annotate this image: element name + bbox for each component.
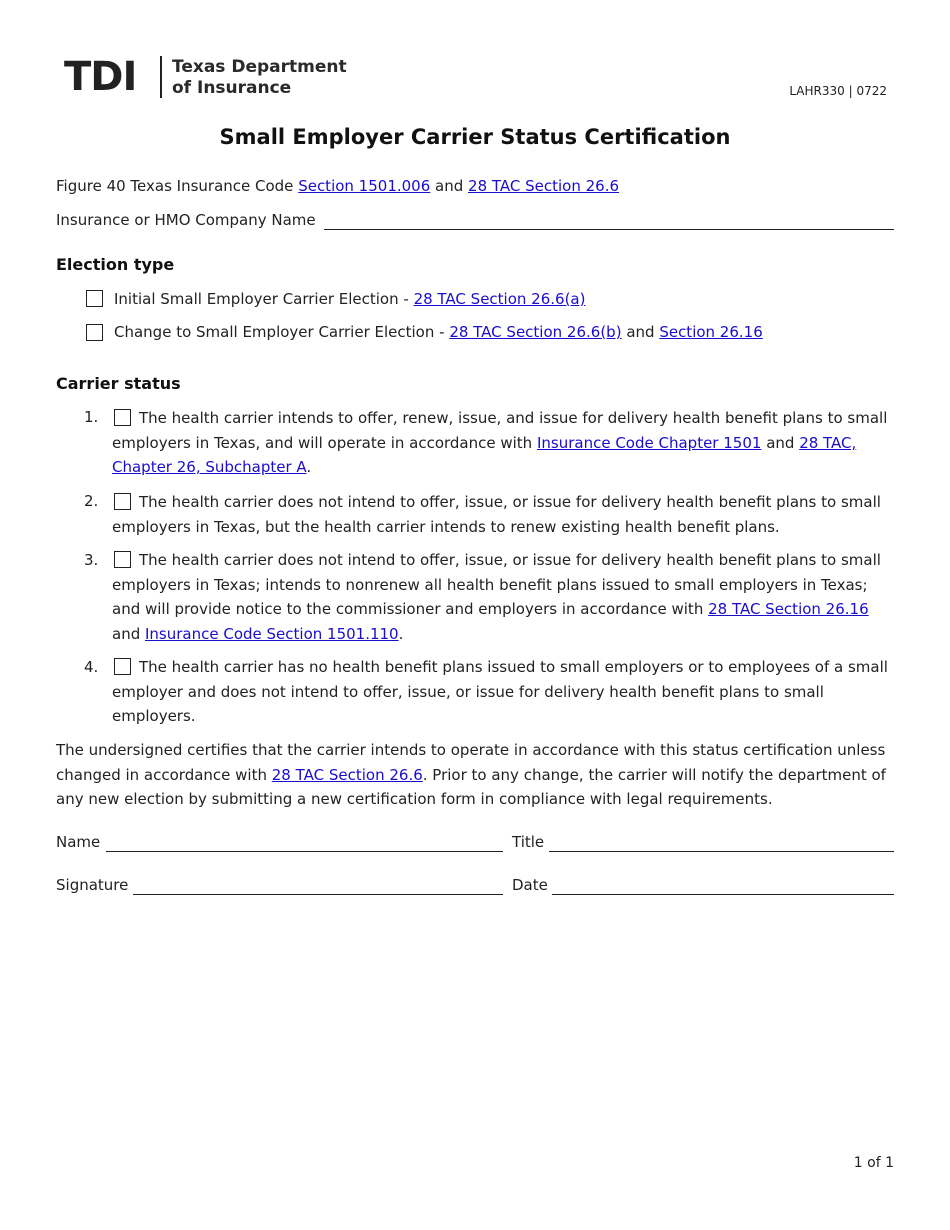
link-28-tac-26-16[interactable]: 28 TAC Section 26.16 <box>708 600 869 618</box>
date-field[interactable] <box>552 893 894 895</box>
link-section-26-16[interactable]: Section 26.16 <box>659 323 763 341</box>
signature-label: Signature <box>56 876 129 894</box>
carrier-status-3-text <box>112 548 902 646</box>
company-name-label: Insurance or HMO Company Name <box>56 211 316 229</box>
item-line <box>112 455 902 480</box>
date-label: Date <box>512 876 548 894</box>
title-label: Title <box>512 833 545 851</box>
para-text: . Prior to any change, the carrier will notify the department of <box>422 765 886 784</box>
link-insurance-code-chapter-1501[interactable]: Insurance Code Chapter 1501 <box>536 433 762 452</box>
carrier-status-2-text <box>112 490 902 539</box>
name-label: Name <box>56 833 101 851</box>
link-chapter-26-subchapter-a[interactable]: Chapter 26, Subchapter A <box>112 458 307 476</box>
item-text: and <box>761 433 800 452</box>
figure-middle: and <box>430 177 469 195</box>
form-code: LAHR330 | 0722 <box>789 84 887 98</box>
link-28-tac-26-6[interactable]: 28 TAC Section 26.6 <box>468 177 620 195</box>
para-text: changed in accordance with <box>56 765 272 784</box>
para-line <box>56 763 906 788</box>
item-line: The health carrier does not intend to offer, issue, or issue for delivery health benefit plans to small <box>139 551 881 569</box>
change-election-label <box>114 323 763 341</box>
change-election-checkbox[interactable] <box>86 324 103 341</box>
change-election-text: Change to Small Employer Carrier Election - <box>114 323 450 341</box>
initial-election-checkbox[interactable] <box>86 290 103 307</box>
tdi-logo-mark: TDI <box>64 54 137 100</box>
item-line <box>112 431 902 456</box>
item-text: . <box>306 458 312 476</box>
item-line: employers. <box>112 707 196 725</box>
para-line: any new election by submitting a new certification form in compliance with legal requirements. <box>56 790 773 808</box>
item-text: . <box>398 624 404 643</box>
link-28-tac-chapter-26[interactable]: 28 TAC, <box>799 433 857 452</box>
certification-paragraph <box>56 738 906 812</box>
item-line <box>112 597 902 622</box>
carrier-status-heading: Carrier status <box>56 374 181 393</box>
item-line <box>112 622 902 647</box>
link-28-tac-26-6-cert[interactable]: 28 TAC Section 26.6 <box>271 765 423 784</box>
election-type-heading: Election type <box>56 255 175 274</box>
item-line: The health carrier does not intend to offer, issue, or issue for delivery health benefit plans to small <box>139 493 881 511</box>
item-text: and will provide notice to the commissioner and employers in accordance with <box>112 600 709 618</box>
initial-election-text: Initial Small Employer Carrier Election - <box>114 290 414 308</box>
initial-election-label <box>114 290 585 308</box>
carrier-item-number: 1. <box>84 408 99 426</box>
logo-divider <box>160 56 162 98</box>
item-line: employers in Texas, but the health carrier intends to renew existing health benefit plans. <box>112 517 780 536</box>
para-line: The undersigned certifies that the carrier intends to operate in accordance with this status certification unless <box>56 741 886 759</box>
page-title: Small Employer Carrier Status Certification <box>219 125 731 149</box>
link-section-1501-006[interactable]: Section 1501.006 <box>298 177 431 195</box>
link-28-tac-26-6-a[interactable]: 28 TAC Section 26.6(a) <box>413 290 586 308</box>
item-line: employer and does not intend to offer, issue, or issue for delivery health benefit plans to small <box>112 682 824 701</box>
page-number: 1 of 1 <box>853 1155 894 1171</box>
carrier-item-number: 3. <box>84 551 99 569</box>
carrier-item-number: 4. <box>84 658 99 676</box>
signature-field[interactable] <box>133 893 503 895</box>
carrier-status-1-text <box>112 406 902 480</box>
figure-prefix: Figure 40 Texas Insurance Code <box>56 177 299 195</box>
item-line: employers in Texas; intends to nonrenew all health benefit plans issued to small employers in Texas; <box>112 575 868 594</box>
figure-reference-line <box>56 177 619 195</box>
item-line: The health carrier intends to offer, renew, issue, and issue for delivery health benefit plans to small <box>139 409 888 427</box>
tdi-logo-text <box>172 57 347 99</box>
link-insurance-code-1501-110[interactable]: Insurance Code Section 1501.110 <box>145 624 399 643</box>
item-text: employers in Texas, and will operate in accordance with <box>112 433 537 452</box>
logo-line-1: Texas Department <box>172 57 347 77</box>
title-field[interactable] <box>549 850 894 852</box>
item-text: and <box>112 624 145 643</box>
carrier-status-4-text <box>112 655 902 729</box>
change-election-middle: and <box>621 323 660 341</box>
logo-line-2: of Insurance <box>172 78 292 98</box>
name-field[interactable] <box>106 850 503 852</box>
carrier-item-number: 2. <box>84 492 99 510</box>
link-28-tac-26-6-b[interactable]: 28 TAC Section 26.6(b) <box>449 323 622 341</box>
company-name-field[interactable] <box>324 228 894 230</box>
item-line: The health carrier has no health benefit plans issued to small employers or to employees of a small <box>139 658 888 676</box>
